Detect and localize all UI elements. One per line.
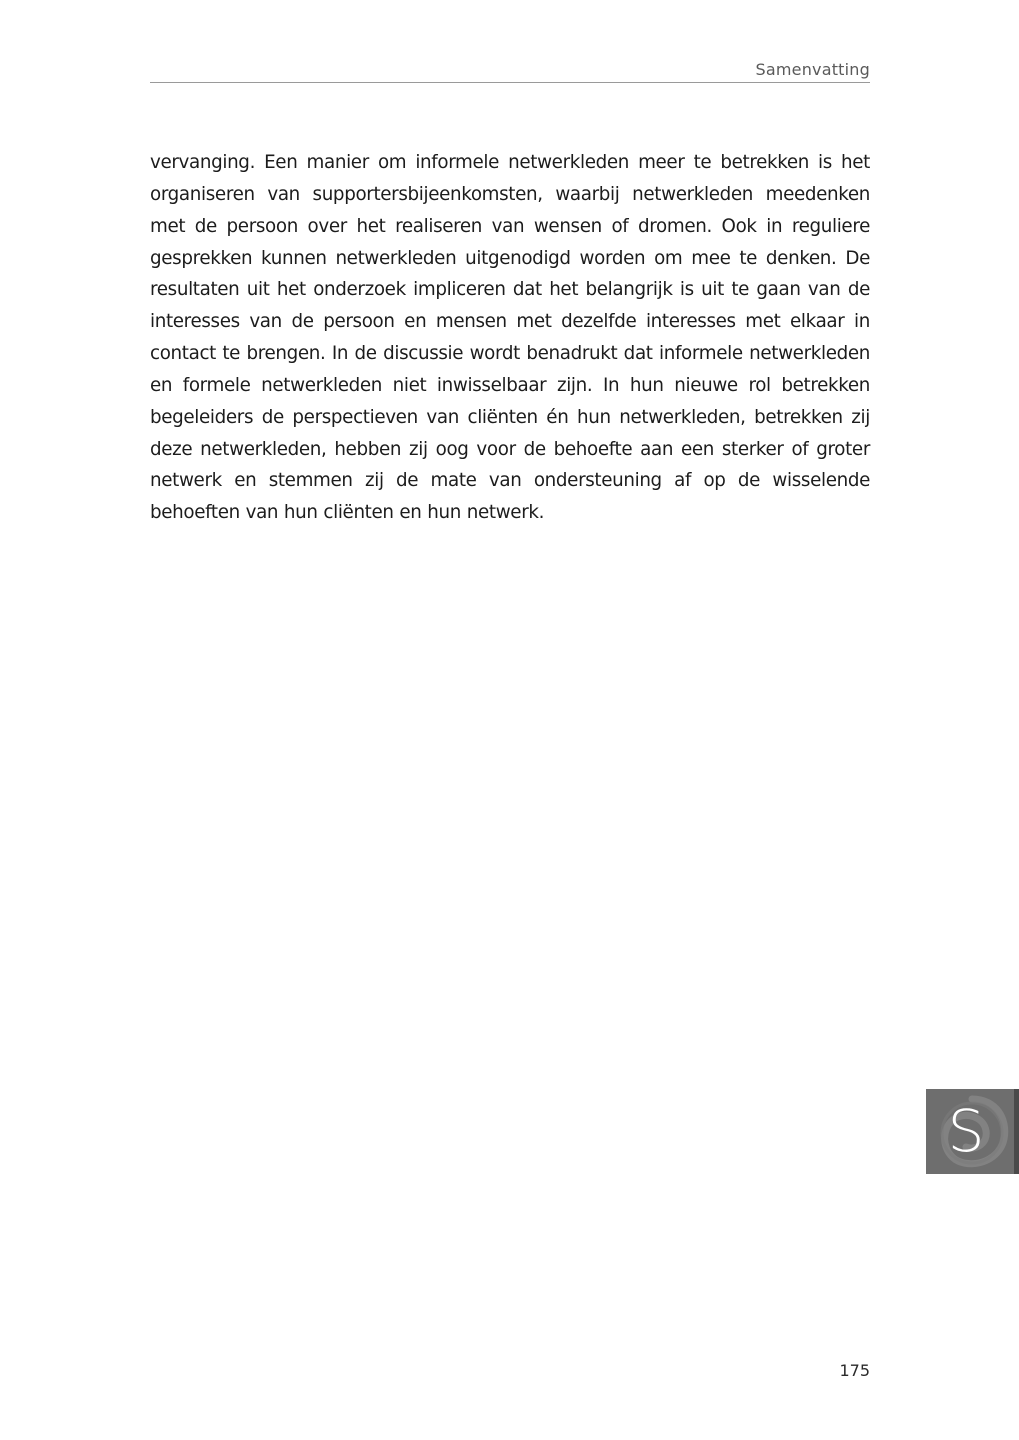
thumb-tab-edge	[1014, 1089, 1019, 1174]
chapter-thumb-tab[interactable]	[926, 1089, 1019, 1174]
section-title: Samenvatting	[755, 60, 870, 79]
running-header	[150, 58, 870, 83]
page-number: 175	[839, 1361, 870, 1380]
chapter-letter: S	[947, 1097, 985, 1165]
body-paragraph: vervanging. Een manier om informele netwerkleden meer te betrekken is het organiseren van supportersbijeenkomsten, waarbij netwerkleden meedenken met de persoon over het realiseren van wensen of dromen. Ook in reguliere gesprekken kunnen netwerkleden uitgenodigd worden om mee te denken. De resultaten uit het onderzoek impliceren dat het belangrijk is uit te gaan van de interesses van de persoon en mensen met dezelfde interesses met elkaar in contact te brengen. In de discussie wordt benadrukt dat informele netwerkleden en formele netwerkleden niet inwisselbaar zijn. In hun nieuwe rol betrekken begeleiders de perspectieven van cliënten én hun netwerkleden, betrekken zij deze netwerkleden, hebben zij oog voor de behoefte aan een sterker of groter netwerk en stemmen zij de mate van ondersteuning af op de wisselende behoeften van hun cliënten en hun netwerk.	[150, 152, 870, 524]
